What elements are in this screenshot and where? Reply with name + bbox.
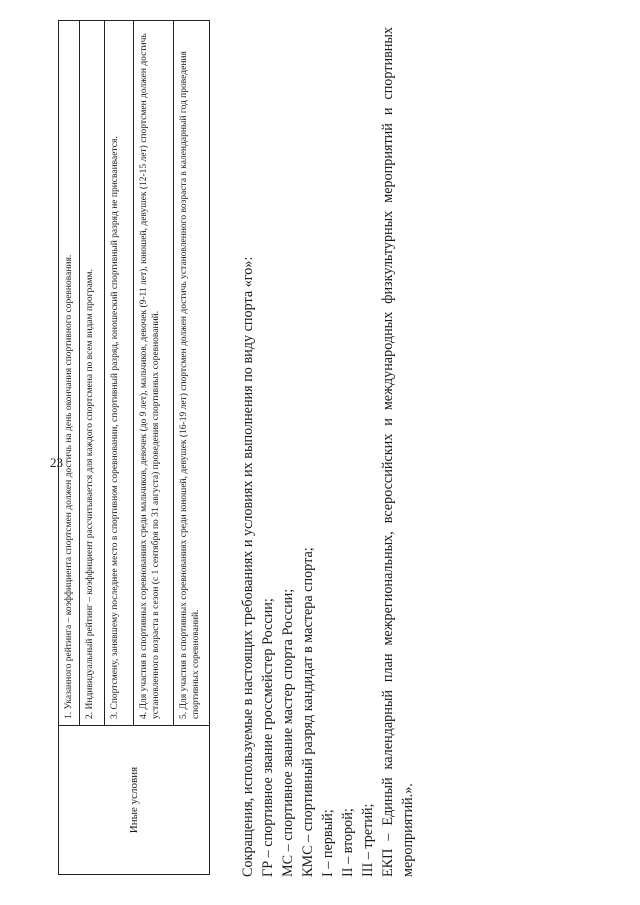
- page-number: 23: [50, 455, 63, 470]
- table-row: 3. Спортсмену, занявшему последнее место в спортивном соревновании, спортивный разряд, юношеский спортивный разряд не присваивается.: [105, 21, 134, 725]
- abbreviation-line: ГР – спортивное звание гроссмейстер России;: [260, 598, 276, 877]
- table-row: 1. Указанного рейтинга – коэффициента спортсмен должен достичь на день окончания спортивного соревнования.: [59, 21, 80, 725]
- table-label-cell: Иные условия: [59, 725, 209, 874]
- abbreviations-intro: Сокращения, используемые в настоящих требованиях и условиях их выполнения по виду спорта «го»:: [240, 256, 256, 877]
- conditions-table: [58, 20, 210, 875]
- abbreviations-section: [238, 27, 418, 877]
- abbreviation-line: КМС – спортивный разряд кандидат в мастера спорта;: [300, 547, 316, 877]
- table-row: 4. Для участия в спортивных соревнованиях среди мальчиков, девочек (до 9 лет), мальчиков, девочек (9-11 лет), юношей, девушек (12-15 лет) спортсмен должен достичь установленного возраста в сезон (с 1 сентября по 31 августа) проведения спортивных соревнований.: [134, 21, 174, 725]
- table-items-column: [59, 21, 209, 725]
- table-row: 5. Для участия в спортивных соревнованиях среди юношей, девушек (16-19 лет) спортсмен должен достичь установленного возраста в календарный год проведения спортивных соревнований.: [179, 51, 201, 719]
- abbreviation-line: I – первый;: [320, 809, 336, 877]
- abbreviation-line: III – третий;: [360, 803, 376, 877]
- abbreviation-line: МС – спортивное звание мастер спорта России;: [280, 588, 296, 877]
- abbreviation-line: II – второй;: [340, 808, 356, 877]
- table-row: 2. Индивидуальный рейтинг – коэффициент рассчитывается для каждого спортсмена по всем видам программ.: [80, 21, 105, 725]
- abbreviation-ekp: ЕКП – Единый календарный план межрегиональных, всероссийских и международных физкультурных мероприятий и спортивных мероприятий.».: [380, 27, 416, 877]
